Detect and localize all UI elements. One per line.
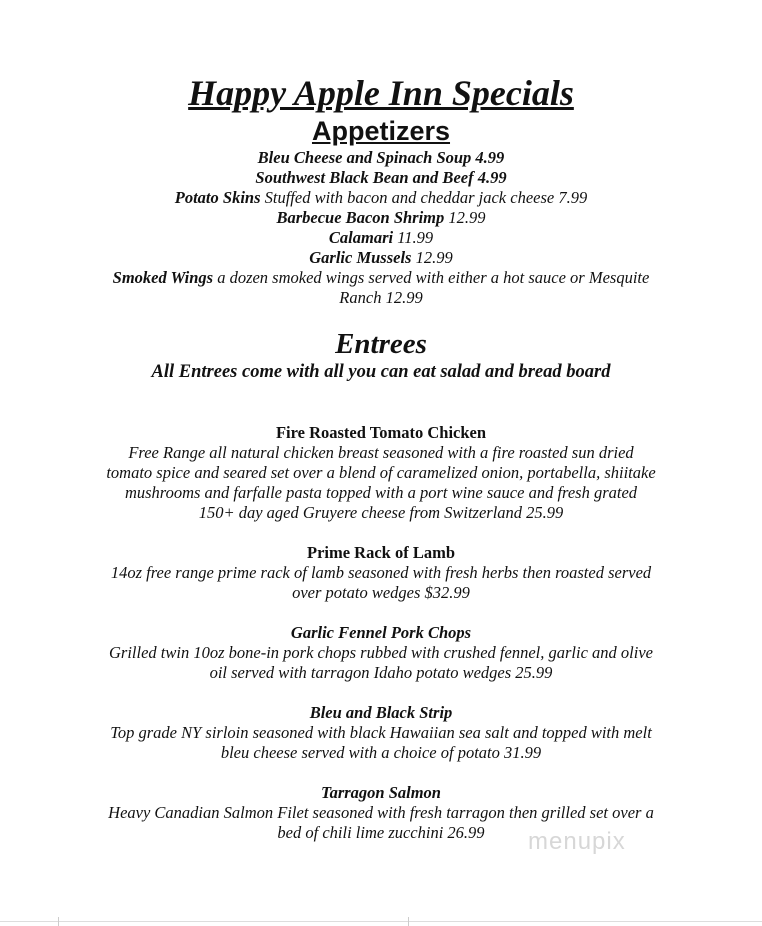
appetizer-description: Stuffed with bacon and cheddar jack cheese 7.99	[260, 188, 588, 207]
entree-description-line: 14oz free range prime rack of lamb seasoned with fresh herbs then roasted served	[110, 563, 652, 582]
appetizers-heading: Appetizers	[311, 116, 451, 146]
entree-name: Tarragon Salmon	[321, 783, 441, 802]
entree-description	[0, 803, 762, 843]
list-item	[0, 228, 762, 248]
entree-description-line: Free Range all natural chicken breast seasoned with a fire roasted sun dried	[128, 443, 634, 462]
appetizer-price: 11.99	[393, 228, 434, 247]
entree-description-line: over potato wedges $32.99	[292, 583, 470, 602]
entree-item	[0, 623, 762, 683]
page-edge-tick	[408, 917, 409, 926]
appetizer-name: Smoked Wings	[112, 268, 214, 287]
entree-item	[0, 423, 762, 523]
entree-name: Fire Roasted Tomato Chicken	[275, 423, 487, 442]
appetizer-name: Bleu Cheese and Spinach Soup 4.99	[257, 148, 505, 167]
entree-description-line: bleu cheese served with a choice of potato 31.99	[220, 743, 542, 762]
list-item-continuation	[0, 288, 762, 308]
entree-description	[0, 443, 762, 523]
watermark: menupix	[528, 828, 626, 855]
entree-description-line: tomato spice and seared set over a blend of caramelized onion, portabella, shiitake	[106, 463, 656, 482]
entree-description-line: Grilled twin 10oz bone-in pork chops rubbed with crushed fennel, garlic and olive	[109, 643, 653, 662]
appetizer-name: Southwest Black Bean and Beef 4.99	[255, 168, 507, 187]
entree-description-line: oil served with tarragon Idaho potato wedges 25.99	[209, 663, 553, 682]
appetizer-name: Garlic Mussels	[309, 248, 412, 267]
entree-description-line: Heavy Canadian Salmon Filet seasoned with fresh tarragon then grilled set over a	[108, 803, 654, 822]
entree-description	[0, 723, 762, 763]
appetizer-price: 12.99	[444, 208, 486, 227]
list-item	[0, 248, 762, 268]
entree-description-line: mushrooms and farfalle pasta topped with a port wine sauce and fresh grated	[124, 483, 638, 502]
entree-description-line: bed of chili lime zucchini 26.99	[277, 823, 485, 842]
entree-name: Garlic Fennel Pork Chops	[290, 623, 472, 642]
appetizer-name: Calamari	[328, 228, 394, 247]
entree-item	[0, 703, 762, 763]
page-title: Happy Apple Inn Specials	[188, 73, 574, 113]
list-item	[0, 148, 762, 168]
page-bottom-divider	[0, 921, 762, 922]
appetizer-name: Barbecue Bacon Shrimp	[276, 208, 445, 227]
entree-description-line: 150+ day aged Gruyere cheese from Switzerland 25.99	[198, 503, 564, 522]
entree-name: Bleu and Black Strip	[309, 703, 453, 722]
entree-description	[0, 643, 762, 683]
list-item	[0, 188, 762, 208]
appetizer-description: Ranch 12.99	[339, 288, 423, 307]
entree-description-line: Top grade NY sirloin seasoned with black Hawaiian sea salt and topped with melt	[110, 723, 652, 742]
list-item	[0, 208, 762, 228]
entree-item	[0, 783, 762, 843]
entrees-note: All Entrees come with all you can eat salad and bread board	[151, 362, 611, 382]
entrees-heading: Entrees	[335, 328, 427, 360]
appetizer-name: Potato Skins	[174, 188, 261, 207]
appetizer-list	[0, 148, 762, 308]
list-item	[0, 168, 762, 188]
appetizer-description: a dozen smoked wings served with either a hot sauce or Mesquite	[213, 268, 650, 287]
list-item	[0, 268, 762, 288]
page-edge-tick	[58, 917, 59, 926]
entree-name: Prime Rack of Lamb	[306, 543, 456, 562]
entree-description	[0, 563, 762, 603]
entree-item	[0, 543, 762, 603]
appetizer-price: 12.99	[411, 248, 453, 267]
